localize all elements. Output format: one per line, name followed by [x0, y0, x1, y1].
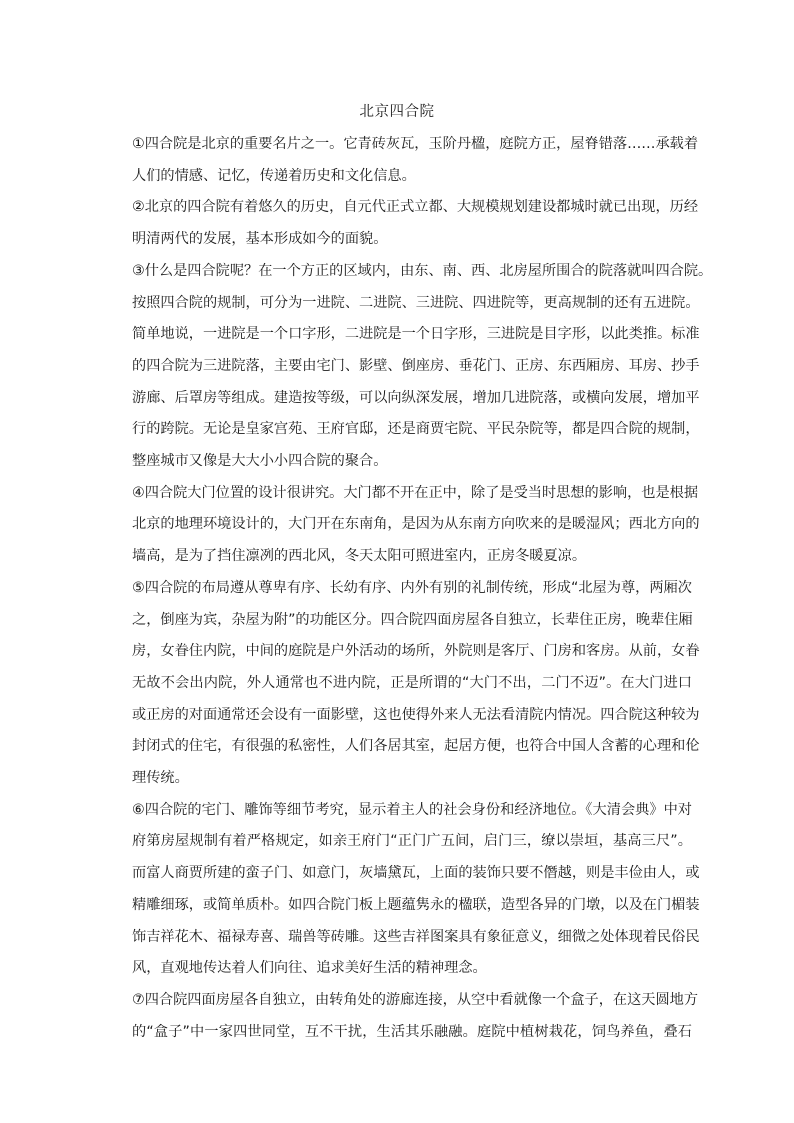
text-line: 理传统。	[132, 770, 189, 786]
text-line: 墙高，是为了挡住凛冽的西北风，冬天太阳可照进室内，正房冬暖夏凉。	[132, 548, 587, 565]
text-line: ⑦四合院四面房屋各自独立，由转角处的游廊连接，从空中看就像一个盒子，在这天圆地方	[132, 991, 699, 1008]
text-line: 行的跨院。无论是皇家宫苑、王府官邸，还是商贾宅院、平民杂院等，都是四合院的规制，	[132, 421, 700, 438]
text-line: 精雕细琢，或简单质朴。如四合院门板上题蕴隽永的楹联，造型各异的门墩，以及在门楣装	[132, 896, 700, 913]
text-line: 府第房屋规制有着严格规定，如亲王府门“正门广五间，启门三，缭以崇垣，基高三尺”。	[132, 833, 692, 850]
text-line: 之，倒座为宾，杂屋为附”的功能区分。四合院四面房屋各自独立，长辈住正房，晚辈住厢	[132, 611, 693, 628]
text-line: 北京的地理环境设计的，大门开在东南角，是因为从东南方向吹来的是暖湿风；西北方向的	[132, 516, 700, 533]
text-line: 房，女眷住内院，中间的庭院是户外活动的场所，外院则是客厅、门房和客房。从前，女眷	[132, 643, 700, 660]
text-line: 而富人商贾所建的蛮子门、如意门，灰墙黛瓦，上面的装饰只要不僭越，则是丰俭由人，或	[132, 865, 700, 882]
document-title: 北京四合院	[359, 104, 435, 120]
text-line: 游廊、后罩房等组成。建造按等级，可以向纵深发展，增加几进院落，或横向发展，增加平	[132, 389, 700, 406]
text-line: 的“盒子”中一家四世同堂，互不干扰，生活其乐融融。庭院中植树栽花，饲鸟养鱼，叠石	[132, 1023, 692, 1040]
text-line: 风，直观地传达着人们向往、追求美好生活的精神理念。	[132, 960, 487, 977]
text-line: 按照四合院的规制，可分为一进院、二进院、三进院、四进院等，更高规制的还有五进院。	[132, 294, 700, 311]
text-line: ②北京的四合院有着悠久的历史，自元代正式立都、大规模规划建设都城时就已出现，历经	[132, 199, 699, 216]
text-line: ⑤四合院的布局遵从尊卑有序、长幼有序、内外有别的礼制传统，形成“北屋为尊，两厢次	[132, 579, 692, 596]
text-line: 明清两代的发展，基本形成如今的面貌。	[132, 231, 388, 248]
text-line: 整座城市又像是大大小小四合院的聚合。	[132, 453, 388, 469]
text-line: 或正房的对面通常还会设有一面影壁，这也使得外来人无法看清院内情况。四合院这种较为	[132, 706, 700, 723]
text-line: 人们的情感、记忆，传递着历史和文化信息。	[132, 167, 416, 184]
text-line: 封闭式的住宅，有很强的私密性，人们各居其室，起居方便，也符合中国人含蓄的心理和伦	[132, 738, 700, 755]
text-line: ③什么是四合院呢？在一个方正的区域内，由东、南、西、北房屋所围合的院落就叫四合院。	[132, 262, 713, 279]
text-line: 无故不会出内院，外人通常也不进内院，正是所谓的“大门不出，二门不迈”。在大门进口	[132, 674, 692, 691]
text-line: ①四合院是北京的重要名片之一。它青砖灰瓦，玉阶丹楹，庭院方正，屋脊错落……承载着	[132, 136, 699, 152]
text-line: 的四合院为三进院落，主要由宅门、影壁、倒座房、垂花门、正房、东西厢房、耳房、抄手	[132, 357, 700, 374]
text-line: 简单地说，一进院是一个口字形，二进院是一个日字形，三进院是目字形，以此类推。标准	[132, 326, 700, 343]
text-line: ④四合院大门位置的设计很讲究。大门都不开在正中，除了是受当时思想的影响，也是根据	[132, 484, 699, 501]
text-line: 饰吉祥花木、福禄寿喜、瑞兽等砖雕。这些吉祥图案具有象征意义，细微之处体现着民俗民	[132, 928, 700, 945]
text-line: ⑥四合院的宅门、雕饰等细节考究，显示着主人的社会身份和经济地位。《大清会典》中对	[132, 801, 692, 818]
